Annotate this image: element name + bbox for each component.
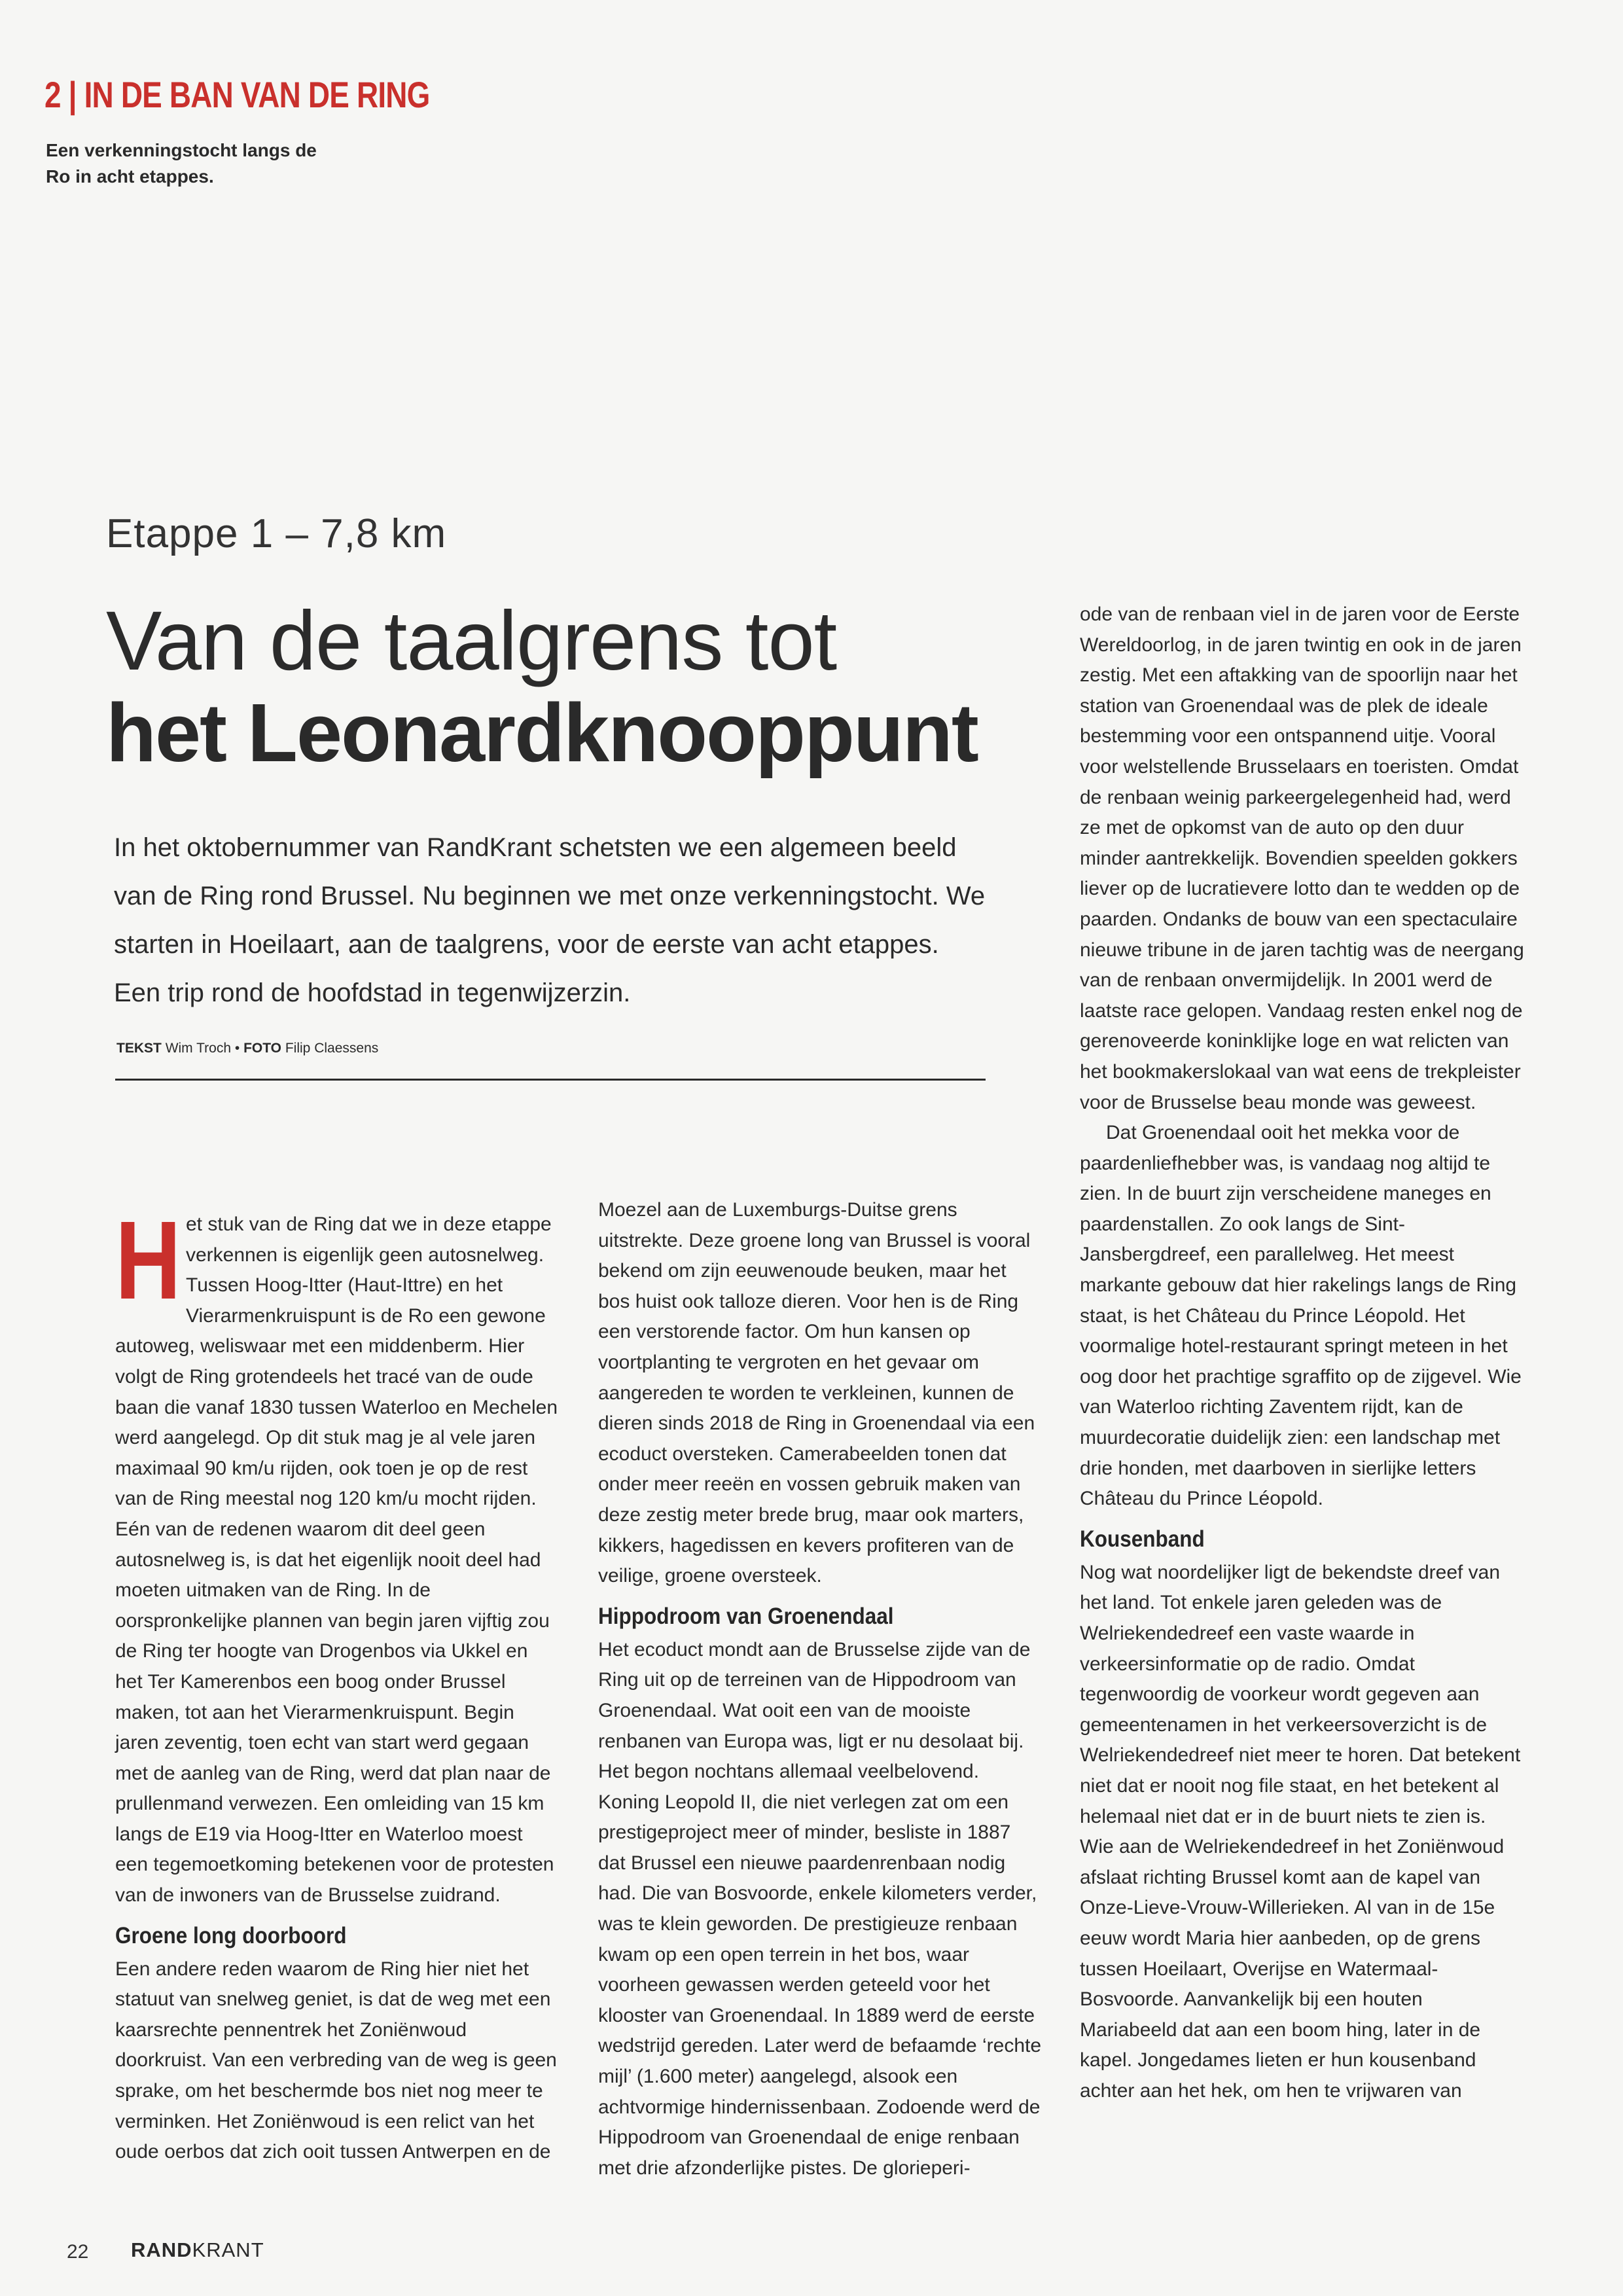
body-paragraph <box>115 1198 560 1911</box>
divider-rule <box>115 1079 986 1081</box>
body-paragraph: Een andere reden waarom de Ring hier niet het statuut van snelweg geniet, is dat de weg met een kaarsrechte pennentrek het Zoniënwoud doorkruist. Van een verbreding van de weg is geen sprake, om het beschermde bos niet nog meer te verminken. Het Zoniënwoud is een relict van het oude oerbos dat zich ooit tussen Antwerpen en de <box>115 1958 557 2163</box>
byline <box>116 1041 378 1056</box>
subheading-kousenband: Kousenband <box>1080 1526 1205 1552</box>
byline-text-name: Wim Troch <box>165 1041 232 1056</box>
footer-brand <box>131 2238 264 2262</box>
drop-cap: H <box>115 1198 181 1323</box>
byline-photo-label: FOTO <box>243 1041 282 1056</box>
headline-line-2: het Leonardknooppunt <box>106 687 978 779</box>
byline-separator: • <box>231 1041 244 1056</box>
section-subtitle: Een verkenningstocht langs de Ro in acht etappes. <box>46 140 317 187</box>
col1-text: et stuk van de Ring dat we in deze etappe verkennen is eigenlijk geen autosnelweg. Tussen Hoog-Itter (Haut-Ittre) en het Vierarmenkruispunt is de Ro een gewone autoweg, weliswaar met een middenberm. Hier volgt de Ring grotendeels het tracé van de oude baan die vanaf 1830 tussen Waterloo en Mechelen werd aangelegd. Op dit stuk mag je al vele jaren maximaal 90 km/u rijden, ook toen je op de rest van de Ring meestal nog 120 km/u mocht rijden. Eén van de redenen waarom dit deel geen autosnelweg is, is dat het eigenlijk nooit deel had moeten uitmaken van de Ring. In de oorspronkelijke plannen van begin jaren vijftig zou de Ring ter hoogte van Drogenbos via Ukkel en het Ter Kamerenbos een boog onder Brussel maken, tot aan het Vierarmenkruispunt. Begin jaren zeventig, toen echt van start werd gegaan met de aanleg van de Ring, werd dat plan naar de prullenmand verwezen. Een omleiding van 15 km langs de E19 via Hoog-Itter en Waterloo moest een tegemoetkoming betekenen voor de protesten van de inwoners van de Brusselse zuidrand. <box>115 1213 558 1907</box>
intro-paragraph: In het oktobernummer van RandKrant schetsten we een algemeen beeld van de Ring rond Brussel. Nu beginnen we met onze verkenningstocht. We starten in Hoeilaart, aan de taalgrens, voor de eerste van acht etappes. Een trip rond de hoofdstad in tegenwijzerzin. <box>114 833 986 1007</box>
stage-label: Etappe 1 – 7,8 km <box>106 511 447 556</box>
column-3 <box>1080 600 1525 2107</box>
column-1 <box>115 1198 560 2168</box>
footer-brand-light: KRANT <box>192 2238 264 2261</box>
body-paragraph: Nog wat noordelijker ligt de bekendste dreef van het land. Tot enkele jaren geleden was de Welriekendedreef een vaste waarde in verkeersinformatie op de radio. Omdat tegenwoordig de voorkeur wordt gegeven aan gemeentenamen in het verkeersoverzicht is de Welriekendedreef niet meer te horen. Dat betekent niet dat er nooit nog file staat, en het betekent al helemaal niet dat er in de buurt niets te zien is. Wie aan de Welriekendedreef in het Zoniënwoud afslaat richting Brussel komt aan de kapel van Onze-Lieve-Vrouw-Willerieken. Al van in de 15e eeuw wordt Maria hier aanbeden, op de grens tussen Hoeilaart, Overijse en Watermaal-Bosvoorde. Aanvankelijk bij een houten Mariabeeld dat aan een boom hing, later in de kapel. Jongedames lieten er hun kousenband achter aan het hek, om hen te vrijwaren van <box>1080 1561 1521 2102</box>
body-paragraph: Dat Groenendaal ooit het mekka voor de paardenliefhebber was, is vandaag nog altijd te zien. In de buurt zijn verscheidene maneges en paardenstallen. Zo ook langs de Sint-Jansbergdreef, een parallelweg. Het meest markante gebouw dat hier rakelings langs de Ring staat, is het Château du Prince Léopold. Het voormalige hotel-restaurant springt meteen in het oog door het prachtige sgraffito op de zijgevel. Wie van Waterloo richting Zaventem rijdt, kan de muurdecoratie duidelijk zien: een landschap met drie honden, met daarboven in sierlijke letters Château du Prince Léopold. <box>1080 1122 1522 1510</box>
subheading-hippodroom: Hippodroom van Groenendaal <box>598 1603 894 1629</box>
byline-text-label: TEKST <box>116 1041 162 1056</box>
subheading-groene-long: Groene long doorboord <box>115 1922 347 1948</box>
column-2 <box>598 1195 1043 2183</box>
body-paragraph: Moezel aan de Luxemburgs-Duitse grens uitstrekte. Deze groene long van Brussel is vooral bekend om zijn eeuwenoude beuken, maar het bos huist ook talloze dieren. Voor hen is de Ring een verstorende factor. Om hun kansen op voortplanting te vergroten en het gevaar om aangereden te worden te verkleinen, kunnen de dieren sinds 2018 de Ring in Groenendaal via een ecoduct oversteken. Camerabeelden tonen dat onder meer reeën en vossen gebruik maken van deze zestig meter brede brug, maar ook marters, kikkers, hagedissen en kevers profiteren van de veilige, groene oversteek. <box>598 1199 1035 1587</box>
section-tag: 2 | IN DE BAN VAN DE RING <box>45 74 430 115</box>
byline-photo-name: Filip Claessens <box>285 1041 379 1056</box>
body-paragraph: ode van de renbaan viel in de jaren voor de Eerste Wereldoorlog, in de jaren twintig en ook in de jaren zestig. Met een aftakking van de spoorlijn naar het station van Groenendaal was de plek de ideale bestemming voor een ontspannend uitje. Vooral voor welstellende Brusselaars en toeristen. Omdat de renbaan weinig parkeergelegenheid had, werd ze met de opkomst van de auto op den duur minder aantrekkelijk. Bovendien speelden gokkers liever op de lucratievere lotto dan te wedden op de paarden. Ondanks de bouw van een spectaculaire nieuwe tribune in de jaren tachtig was de neergang van de renbaan onvermijdelijk. In 2001 werd de laatste race gelopen. Vandaag resten enkel nog de gerenoveerde koninklijke loge en wat relicten van het bookmakerslokaal van wat eens de trekpleister voor de Brusselse beau monde was geweest. <box>1080 603 1524 1113</box>
body-paragraph: Het ecoduct mondt aan de Brusselse zijde van de Ring uit op de terreinen van de Hippodroom van Groenendaal. Wat ooit een van de mooiste renbanen van Europa was, ligt er nu desolaat bij. Het begon nochtans allemaal veelbelovend. Koning Leopold II, die niet verlegen zat om een prestigeproject meer of minder, besliste in 1887 dat Brussel een nieuwe paardenrenbaan nodig had. Die van Bosvoorde, enkele kilometers verder, was te klein geworden. De prestigieuze renbaan kwam op een open terrein in het bos, waar voorheen gewassen werden geteeld voor het klooster van Groenendaal. In 1889 werd de eerste wedstrijd gereden. Later werd de befaamde ‘rechte mijl’ (1.600 meter) aangelegd, alsook een achtvormige hindernissenbaan. Zodoende werd de Hippodroom van Groenendaal de enige renbaan met drie afzonderlijke pistes. De glorieperi- <box>598 1638 1042 2179</box>
headline-line-1: Van de taalgrens tot <box>106 594 837 688</box>
page-number: 22 <box>67 2241 89 2263</box>
footer-brand-bold: RAND <box>131 2238 192 2261</box>
